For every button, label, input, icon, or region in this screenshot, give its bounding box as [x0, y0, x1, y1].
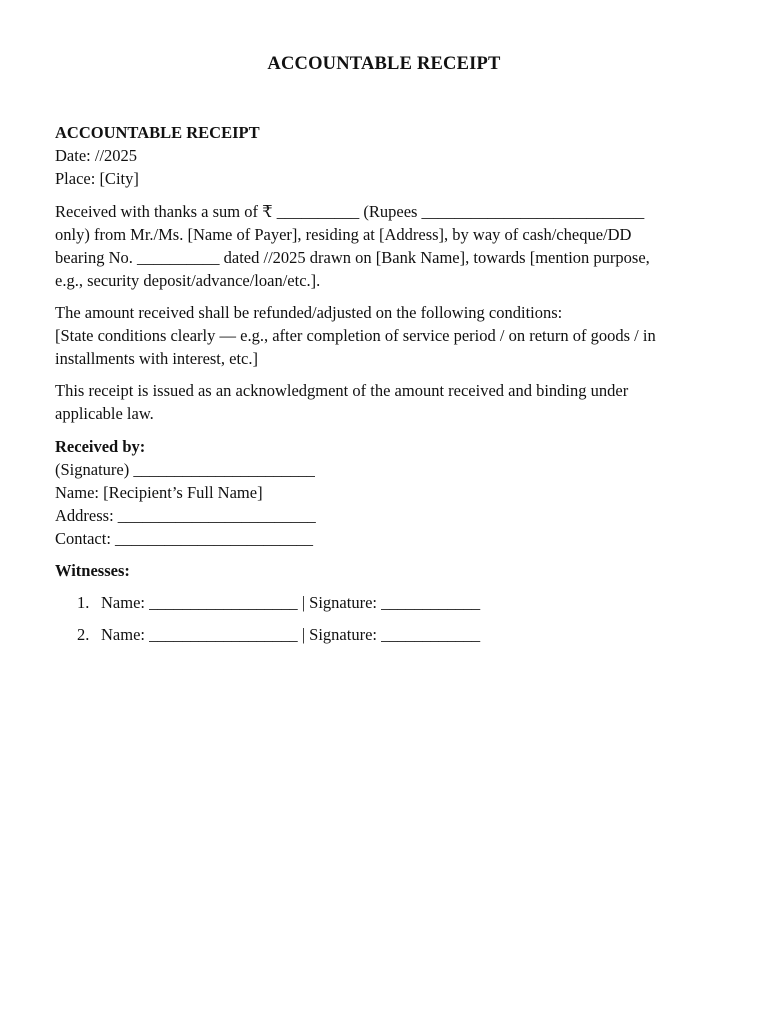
recipient-name-line: Name: [Recipient’s Full Name]	[55, 483, 263, 502]
recipient-signature-line: (Signature) ______________________	[55, 460, 315, 479]
paragraph-line: e.g., security deposit/advance/loan/etc.].	[55, 271, 321, 290]
witness-text: Name: __________________ | Signature: ____________	[101, 593, 481, 612]
document-body	[55, 121, 725, 646]
paragraph-line: installments with interest, etc.]	[55, 349, 258, 368]
receipt-paragraph-acknowledgment	[55, 379, 725, 425]
witnesses-section	[55, 559, 725, 646]
paragraph-line: The amount received shall be refunded/adjusted on the following conditions:	[55, 303, 563, 322]
receipt-paragraph-conditions	[55, 301, 725, 370]
receipt-date: Date: //2025	[55, 146, 138, 165]
received-by-heading: Received by:	[55, 437, 146, 456]
witnesses-heading: Witnesses:	[55, 561, 130, 580]
received-by-section	[55, 435, 725, 550]
recipient-contact-line: Contact: ________________________	[55, 529, 314, 548]
receipt-header	[55, 121, 725, 190]
recipient-address-line: Address: ________________________	[55, 506, 316, 525]
witness-number: 1.	[77, 593, 90, 612]
receipt-place: Place: [City]	[55, 169, 139, 188]
paragraph-line: only) from Mr./Ms. [Name of Payer], residing at [Address], by way of cash/cheque/DD	[55, 225, 632, 244]
paragraph-line: bearing No. __________ dated //2025 drawn on [Bank Name], towards [mention purpose,	[55, 248, 650, 267]
paragraph-line: applicable law.	[55, 404, 154, 423]
document-title: ACCOUNTABLE RECEIPT	[267, 54, 501, 74]
receipt-paragraph-amount	[55, 200, 725, 292]
witnesses-list	[55, 591, 725, 646]
receipt-heading: ACCOUNTABLE RECEIPT	[55, 123, 260, 142]
paragraph-line: This receipt is issued as an acknowledgment of the amount received and binding under	[55, 381, 629, 400]
witness-item	[55, 591, 725, 614]
witness-number: 2.	[77, 625, 90, 644]
witness-item	[55, 623, 725, 646]
witness-text: Name: __________________ | Signature: ____________	[101, 625, 481, 644]
paragraph-line: Received with thanks a sum of ₹ __________ (Rupees ___________________________	[55, 202, 645, 221]
paragraph-line: [State conditions clearly — e.g., after completion of service period / on return of goods / in	[55, 326, 656, 345]
